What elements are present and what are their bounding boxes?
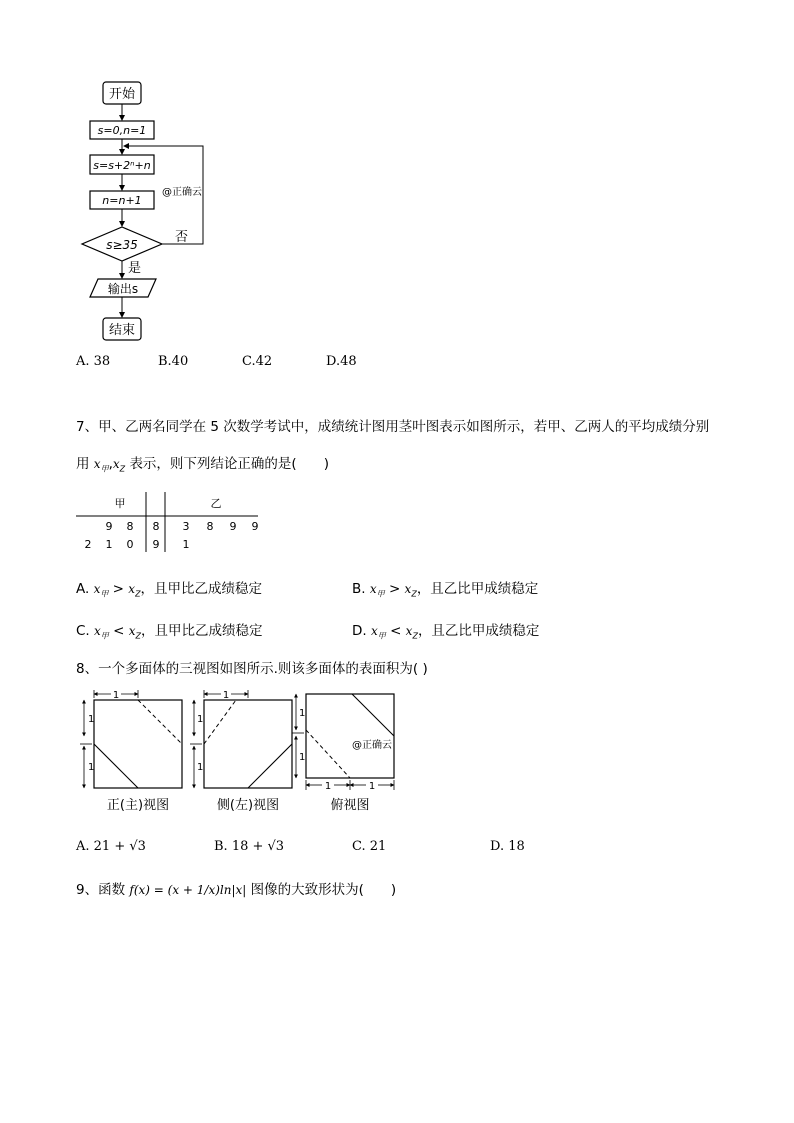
symbol-x-jia: $x_甲$: [94, 624, 109, 641]
q6-option-d: D.48: [326, 354, 357, 369]
leaf-right-r1-4: 9: [251, 520, 259, 533]
top-view-caption: 俯视图: [330, 798, 370, 813]
q9-stem: [76, 878, 396, 898]
symbol-x-jia: $x_甲$: [93, 457, 109, 474]
svg-text:1: 1: [112, 690, 120, 701]
q6-option-c: C.42: [242, 354, 273, 369]
start-label: 开始: [108, 87, 136, 102]
svg-text:1: 1: [368, 781, 376, 792]
three-views: [76, 686, 406, 816]
update-s-label: s=s+2ⁿ+n: [93, 159, 151, 172]
q7-stem-line1: 7、甲、乙两名同学在 5 次数学考试中，成绩统计图用茎叶图表示如图所示，若甲、乙两人的平均成绩分别: [76, 419, 710, 435]
q9-function: f(x) = (x + 1/x)ln|x|: [129, 883, 247, 897]
svg-text:1: 1: [197, 762, 204, 773]
leaf-left-r1-1: 9: [105, 520, 113, 533]
output-label: 输出s: [107, 282, 139, 296]
top-view: [292, 694, 394, 792]
svg-text:1: 1: [299, 752, 306, 763]
leaf-left-r2-1: 2: [84, 538, 92, 551]
q6-option-a: A. 38: [76, 354, 111, 369]
stem-r1: 8: [152, 520, 160, 533]
stem-leaf-header-right: 乙: [210, 497, 222, 510]
symbol-x-jia: $x_甲$: [93, 582, 109, 599]
stem-r2: 9: [152, 538, 160, 551]
svg-text:1: 1: [222, 690, 230, 701]
yes-label: 是: [128, 261, 142, 276]
svg-text:1: 1: [299, 708, 306, 719]
q9-prefix: 9、函数: [76, 882, 126, 898]
leaf-right-r1-2: 8: [206, 520, 214, 533]
symbol-x-jia: $x_甲$: [369, 582, 385, 599]
q7-option-a: A. $x_甲 > x_Z$，且甲比乙成绩稳定: [76, 581, 263, 599]
leaf-left-r1-2: 8: [126, 520, 134, 533]
q9-suffix: 图像的大致形状为( ): [250, 882, 397, 898]
leaf-right-r2-1: 1: [182, 538, 190, 551]
flowchart-watermark: @正确云: [162, 187, 202, 198]
q7-prefix: 用: [76, 456, 90, 472]
symbol-x-yi: $x_Z$: [112, 457, 126, 474]
svg-text:1: 1: [88, 762, 95, 773]
q8-option-a: A. 21 + √3: [76, 839, 146, 854]
q8-option-d: D. 18: [490, 839, 525, 854]
q6-option-b: B.40: [158, 354, 189, 369]
leaf-left-r2-2: 1: [105, 538, 113, 551]
front-view-caption: 正(主)视图: [106, 798, 170, 813]
side-view-caption: 侧(左)视图: [216, 798, 280, 813]
update-n-label: n=n+1: [102, 194, 142, 207]
condition-label: s≥35: [106, 238, 138, 252]
symbol-x-yi: $x_Z$: [128, 624, 141, 641]
no-label: 否: [175, 230, 189, 245]
svg-text:1: 1: [324, 781, 332, 792]
end-label: 结束: [108, 323, 136, 338]
front-view: [80, 690, 182, 788]
symbol-x-jia: $x_甲$: [370, 624, 386, 641]
leaf-left-r2-3: 0: [126, 538, 134, 551]
q7-suffix: 表示，则下列结论正确的是( ): [129, 456, 329, 472]
q7-option-b: B. $x_甲 > x_Z$，且乙比甲成绩稳定: [352, 581, 539, 599]
q8-watermark: @正确云: [352, 740, 392, 751]
stem-leaf-plot: [76, 490, 266, 554]
flowchart: [78, 74, 218, 346]
side-view: [190, 690, 292, 788]
symbol-x-yi: $x_Z$: [405, 624, 418, 641]
symbol-x-yi: $x_Z$: [404, 582, 417, 599]
symbol-x-yi: $x_Z$: [128, 582, 141, 599]
q8-stem: 8、一个多面体的三视图如图所示.则该多面体的表面积为( ): [76, 661, 428, 677]
q7-option-d: D. $x_甲 < x_Z$，且乙比甲成绩稳定: [352, 623, 540, 641]
stem-leaf-header-left: 甲: [114, 497, 126, 510]
q7-stem-line2: 用 $x_甲,x_Z$ 表示，则下列结论正确的是( ): [76, 456, 329, 474]
init-label: s=0,n=1: [97, 124, 147, 137]
svg-text:1: 1: [197, 714, 204, 725]
q7-option-c: C. $x_甲 < x_Z$，且甲比乙成绩稳定: [76, 623, 263, 641]
svg-text:1: 1: [88, 714, 95, 725]
q8-option-b: B. 18 + √3: [214, 839, 285, 854]
leaf-right-r1-1: 3: [182, 520, 190, 533]
leaf-right-r1-3: 9: [229, 520, 237, 533]
q8-option-c: C. 21: [352, 839, 387, 854]
